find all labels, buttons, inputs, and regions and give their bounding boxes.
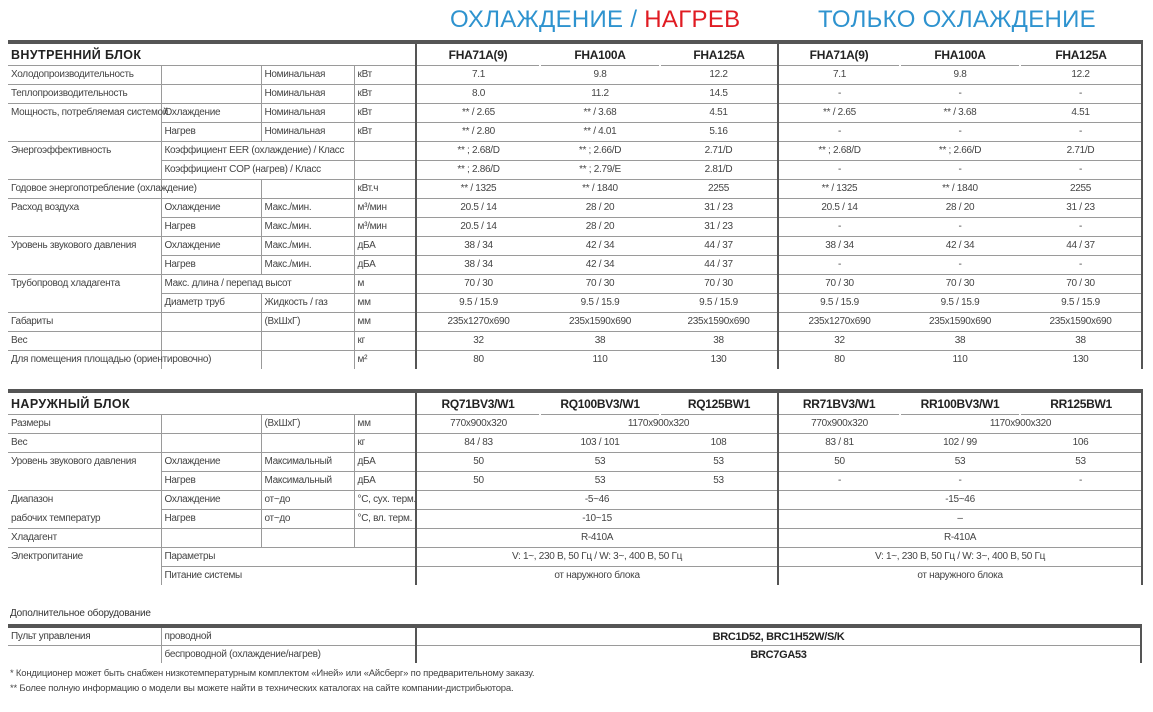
row-value: 9.5 / 15.9 bbox=[660, 294, 778, 313]
row-value: 235x1590x690 bbox=[540, 313, 660, 332]
row-unit bbox=[354, 142, 416, 161]
row-value: 1170x900x320 bbox=[540, 415, 778, 434]
row-label bbox=[8, 256, 161, 275]
outdoor-title: НАРУЖНЫЙ БЛОК bbox=[8, 391, 416, 415]
row-value: 42 / 34 bbox=[540, 256, 660, 275]
row-value: 53 bbox=[660, 472, 778, 491]
row-unit: дБА bbox=[354, 472, 416, 491]
row-unit: кг bbox=[354, 332, 416, 351]
row-value: 2255 bbox=[660, 180, 778, 199]
outdoor-header-row bbox=[8, 391, 1142, 415]
row-cond: (ВхШхГ) bbox=[261, 313, 354, 332]
row-value: 102 / 99 bbox=[900, 434, 1020, 453]
row-value: 9.5 / 15.9 bbox=[778, 294, 900, 313]
indoor-row bbox=[8, 256, 1142, 275]
row-value: V: 1~, 230 В, 50 Гц / W: 3~, 400 В, 50 Гц bbox=[416, 548, 778, 567]
row-value: 70 / 30 bbox=[900, 275, 1020, 294]
row-sub: Коэффициент EER (охлаждение) / Класс bbox=[161, 142, 354, 161]
row-cond: Макс./мин. bbox=[261, 218, 354, 237]
row-cond-empty bbox=[261, 529, 354, 548]
indoor-header-row bbox=[8, 42, 1142, 66]
indoor-row bbox=[8, 237, 1142, 256]
row-value: - bbox=[778, 472, 900, 491]
cool-only-heading: ТОЛЬКО ОХЛАЖДЕНИЕ bbox=[818, 6, 1096, 33]
row-value: 53 bbox=[900, 453, 1020, 472]
row-value: 80 bbox=[416, 351, 540, 370]
row-value: 44 / 37 bbox=[660, 256, 778, 275]
row-value: - bbox=[778, 256, 900, 275]
row-label: Хладагент bbox=[8, 529, 161, 548]
row-value: 770x900x320 bbox=[778, 415, 900, 434]
outdoor-row-weight bbox=[8, 434, 1142, 453]
row-label: Вес bbox=[8, 434, 161, 453]
row-value: 28 / 20 bbox=[540, 218, 660, 237]
row-cond: Номинальная bbox=[261, 66, 354, 85]
footnote-2: ** Более полную информацию о модели вы можете найти в технических каталогах на сайте компании-дистрибьютора. bbox=[10, 683, 514, 694]
row-value: 44 / 37 bbox=[660, 237, 778, 256]
row-sub-empty bbox=[161, 529, 261, 548]
row-label: Теплопроизводительность bbox=[8, 85, 161, 104]
outdoor-model-2: RQ100BV3/W1 bbox=[540, 391, 660, 415]
row-value: 42 / 34 bbox=[540, 237, 660, 256]
outdoor-model-3: RQ125BW1 bbox=[660, 391, 778, 415]
row-sub: Параметры bbox=[161, 548, 416, 567]
row-unit: °С, вл. терм. bbox=[354, 510, 416, 529]
row-value: - bbox=[1020, 218, 1142, 237]
row-cond: Номинальная bbox=[261, 123, 354, 142]
cool-heading-part: ОХЛАЖДЕНИЕ / bbox=[450, 6, 645, 33]
row-label: Диапазон bbox=[8, 491, 161, 510]
row-cond: (ВхШхГ) bbox=[261, 415, 354, 434]
row-value: 12.2 bbox=[1020, 66, 1142, 85]
row-unit: дБА bbox=[354, 256, 416, 275]
indoor-row bbox=[8, 332, 1142, 351]
row-unit bbox=[354, 161, 416, 180]
row-label: Энергоэффективность bbox=[8, 142, 161, 161]
row-value: - bbox=[900, 218, 1020, 237]
row-value: 2.71/D bbox=[1020, 142, 1142, 161]
row-sub: Нагрев bbox=[161, 256, 261, 275]
row-value: 20.5 / 14 bbox=[778, 199, 900, 218]
row-label bbox=[8, 472, 161, 491]
row-value: - bbox=[778, 218, 900, 237]
outdoor-row-sound bbox=[8, 453, 1142, 472]
indoor-model-4: FHA71A(9) bbox=[778, 42, 900, 66]
row-sub: Нагрев bbox=[161, 510, 261, 529]
row-value: 12.2 bbox=[660, 66, 778, 85]
row-sub-empty bbox=[161, 415, 261, 434]
row-value: 53 bbox=[540, 453, 660, 472]
indoor-row bbox=[8, 218, 1142, 237]
row-unit: м² bbox=[354, 351, 416, 370]
remote-wireless-code: BRC7GA53 bbox=[416, 646, 1141, 664]
row-value: 70 / 30 bbox=[778, 275, 900, 294]
row-value: ** / 2.65 bbox=[416, 104, 540, 123]
row-cond-empty bbox=[261, 351, 354, 370]
heat-heading-part: НАГРЕВ bbox=[644, 6, 741, 33]
row-sub: Коэффициент COP (нагрев) / Класс bbox=[161, 161, 354, 180]
row-label: Уровень звукового давления bbox=[8, 237, 161, 256]
remote-label: Пульт управления bbox=[8, 626, 161, 646]
row-label: Мощность, потребляемая системой bbox=[8, 104, 161, 123]
row-value: 50 bbox=[778, 453, 900, 472]
row-value: 9.8 bbox=[540, 66, 660, 85]
outdoor-row-sizes bbox=[8, 415, 1142, 434]
row-value: 108 bbox=[660, 434, 778, 453]
row-value: ** ; 2.68/D bbox=[778, 142, 900, 161]
indoor-title: ВНУТРЕННИЙ БЛОК bbox=[8, 42, 416, 66]
row-value: 235x1270x690 bbox=[778, 313, 900, 332]
indoor-row bbox=[8, 180, 1142, 199]
row-value: 84 / 83 bbox=[416, 434, 540, 453]
row-value: ** / 2.65 bbox=[778, 104, 900, 123]
row-value: ** ; 2.79/E bbox=[540, 161, 660, 180]
row-sub: Охлаждение bbox=[161, 453, 261, 472]
row-value: 9.8 bbox=[900, 66, 1020, 85]
row-unit: м³/мин bbox=[354, 218, 416, 237]
row-value: ** / 1325 bbox=[416, 180, 540, 199]
indoor-row bbox=[8, 199, 1142, 218]
row-value: 770x900x320 bbox=[416, 415, 540, 434]
row-value: 38 bbox=[660, 332, 778, 351]
row-sub-empty bbox=[161, 434, 261, 453]
row-value: 1170x900x320 bbox=[900, 415, 1142, 434]
row-value: – bbox=[778, 510, 1142, 529]
row-value: 32 bbox=[416, 332, 540, 351]
row-label: Трубопровод хладагента bbox=[8, 275, 161, 294]
row-unit: кВт.ч bbox=[354, 180, 416, 199]
row-label: Вес bbox=[8, 332, 161, 351]
outdoor-model-4: RR71BV3/W1 bbox=[778, 391, 900, 415]
indoor-model-6: FHA125A bbox=[1020, 42, 1142, 66]
row-label: Электропитание bbox=[8, 548, 161, 567]
row-value: ** ; 2.68/D bbox=[416, 142, 540, 161]
row-label: Размеры bbox=[8, 415, 161, 434]
row-value: - bbox=[900, 256, 1020, 275]
outdoor-row-range bbox=[8, 491, 1142, 510]
row-value: 80 bbox=[778, 351, 900, 370]
row-value: 44 / 37 bbox=[1020, 237, 1142, 256]
row-value: 42 / 34 bbox=[900, 237, 1020, 256]
row-sub: Нагрев bbox=[161, 472, 261, 491]
row-unit: м bbox=[354, 275, 416, 294]
indoor-row bbox=[8, 85, 1142, 104]
row-label: Уровень звукового давления bbox=[8, 453, 161, 472]
outdoor-model-6: RR125BW1 bbox=[1020, 391, 1142, 415]
row-value: 235x1270x690 bbox=[416, 313, 540, 332]
row-value: 7.1 bbox=[416, 66, 540, 85]
indoor-row bbox=[8, 275, 1142, 294]
row-sub-empty bbox=[161, 313, 261, 332]
row-cond: от~до bbox=[261, 491, 354, 510]
row-value: 38 / 34 bbox=[416, 237, 540, 256]
row-value: 53 bbox=[660, 453, 778, 472]
row-cond: Жидкость / газ bbox=[261, 294, 354, 313]
row-value: 130 bbox=[660, 351, 778, 370]
row-value: 38 / 34 bbox=[416, 256, 540, 275]
row-value: 14.5 bbox=[660, 85, 778, 104]
row-value: 38 bbox=[540, 332, 660, 351]
row-value: ** ; 2.86/D bbox=[416, 161, 540, 180]
row-value: 235x1590x690 bbox=[1020, 313, 1142, 332]
footnote-1: * Кондиционер может быть снабжен низкотемпературным комплектом «Иней» или «Айсберг» по предварительному заказу. bbox=[10, 668, 535, 679]
outdoor-row-refrigerant bbox=[8, 529, 1142, 548]
row-value: - bbox=[1020, 123, 1142, 142]
row-value: 50 bbox=[416, 472, 540, 491]
row-value: 235x1590x690 bbox=[900, 313, 1020, 332]
outdoor-model-5: RR100BV3/W1 bbox=[900, 391, 1020, 415]
row-value: - bbox=[778, 123, 900, 142]
indoor-unit-table bbox=[8, 40, 1143, 369]
indoor-model-3: FHA125A bbox=[660, 42, 778, 66]
outdoor-row-power bbox=[8, 548, 1142, 567]
row-value: 70 / 30 bbox=[416, 275, 540, 294]
row-cond: Макс./мин. bbox=[261, 237, 354, 256]
indoor-model-5: FHA100A bbox=[900, 42, 1020, 66]
row-value: 110 bbox=[540, 351, 660, 370]
row-value: ** / 1840 bbox=[900, 180, 1020, 199]
row-sub: Диаметр труб bbox=[161, 294, 261, 313]
row-value: 28 / 20 bbox=[900, 199, 1020, 218]
row-cond: Максимальный bbox=[261, 472, 354, 491]
row-value: ** / 1325 bbox=[778, 180, 900, 199]
outdoor-row-power bbox=[8, 567, 1142, 586]
row-value: 5.16 bbox=[660, 123, 778, 142]
row-sub: Охлаждение bbox=[161, 237, 261, 256]
row-value: R-410A bbox=[416, 529, 778, 548]
row-value: 38 bbox=[900, 332, 1020, 351]
row-label: рабочих температур bbox=[11, 512, 101, 524]
row-sub: Охлаждение bbox=[161, 199, 261, 218]
row-value: ** / 1840 bbox=[540, 180, 660, 199]
indoor-row bbox=[8, 313, 1142, 332]
row-value: 2.71/D bbox=[660, 142, 778, 161]
row-label bbox=[8, 161, 161, 180]
row-value: - bbox=[900, 85, 1020, 104]
row-unit: мм bbox=[354, 313, 416, 332]
row-unit: кВт bbox=[354, 85, 416, 104]
row-value: -10~15 bbox=[416, 510, 778, 529]
row-value: 110 bbox=[900, 351, 1020, 370]
row-value: 4.51 bbox=[660, 104, 778, 123]
row-label bbox=[8, 294, 161, 313]
row-label: Габариты bbox=[8, 313, 161, 332]
row-value: 38 bbox=[1020, 332, 1142, 351]
outdoor-model-1: RQ71BV3/W1 bbox=[416, 391, 540, 415]
remote-wired-label: проводной bbox=[161, 626, 416, 646]
row-sub: Охлаждение bbox=[161, 104, 261, 123]
row-value: 38 / 34 bbox=[778, 237, 900, 256]
row-value: 32 bbox=[778, 332, 900, 351]
row-value: R-410A bbox=[778, 529, 1142, 548]
row-unit: м³/мин bbox=[354, 199, 416, 218]
indoor-model-2: FHA100A bbox=[540, 42, 660, 66]
outdoor-row-range bbox=[8, 510, 1142, 529]
indoor-row bbox=[8, 161, 1142, 180]
row-value: 9.5 / 15.9 bbox=[540, 294, 660, 313]
row-cond: от~до bbox=[261, 510, 354, 529]
row-value: 235x1590x690 bbox=[660, 313, 778, 332]
row-label: Для помещения площадью (ориентировочно) bbox=[8, 351, 161, 370]
row-value: ** / 3.68 bbox=[900, 104, 1020, 123]
row-sub: Нагрев bbox=[161, 123, 261, 142]
row-value: - bbox=[778, 161, 900, 180]
row-value: 8.0 bbox=[416, 85, 540, 104]
indoor-row bbox=[8, 294, 1142, 313]
row-value: 31 / 23 bbox=[1020, 199, 1142, 218]
row-sub: Нагрев bbox=[161, 218, 261, 237]
row-value: 20.5 / 14 bbox=[416, 218, 540, 237]
indoor-row bbox=[8, 142, 1142, 161]
remote-label-cont bbox=[8, 646, 161, 664]
row-value: - bbox=[900, 472, 1020, 491]
row-value: 31 / 23 bbox=[660, 199, 778, 218]
row-value: 2.81/D bbox=[660, 161, 778, 180]
row-value: 106 bbox=[1020, 434, 1142, 453]
row-unit: кг bbox=[354, 434, 416, 453]
row-value: ** / 2.80 bbox=[416, 123, 540, 142]
row-unit: дБА bbox=[354, 237, 416, 256]
row-cond: Номинальная bbox=[261, 104, 354, 123]
row-cond: Номинальная bbox=[261, 85, 354, 104]
row-cond-empty bbox=[261, 180, 354, 199]
row-cond: Макс./мин. bbox=[261, 199, 354, 218]
row-value: V: 1~, 230 В, 50 Гц / W: 3~, 400 В, 50 Гц bbox=[778, 548, 1142, 567]
row-value: - bbox=[900, 123, 1020, 142]
row-label: Годовое энергопотребление (охлаждение) bbox=[8, 180, 161, 199]
outdoor-unit-table bbox=[8, 389, 1143, 585]
row-value: 70 / 30 bbox=[540, 275, 660, 294]
extra-equipment-title: Дополнительное оборудование bbox=[10, 608, 151, 619]
row-label bbox=[8, 567, 161, 586]
row-unit: кВт bbox=[354, 66, 416, 85]
indoor-row bbox=[8, 66, 1142, 85]
row-unit-empty bbox=[354, 529, 416, 548]
row-unit: дБА bbox=[354, 453, 416, 472]
row-unit: кВт bbox=[354, 123, 416, 142]
row-cond-empty bbox=[261, 434, 354, 453]
row-value: - bbox=[1020, 161, 1142, 180]
row-label bbox=[8, 123, 161, 142]
row-unit: мм bbox=[354, 294, 416, 313]
indoor-model-1: FHA71A(9) bbox=[416, 42, 540, 66]
row-label: Холодопроизводительность bbox=[8, 66, 161, 85]
row-value: ** / 3.68 bbox=[540, 104, 660, 123]
row-value: 7.1 bbox=[778, 66, 900, 85]
row-value: 70 / 30 bbox=[660, 275, 778, 294]
row-sub-empty bbox=[161, 66, 261, 85]
extra-equipment-table bbox=[8, 624, 1142, 663]
row-value: - bbox=[1020, 85, 1142, 104]
row-label: Расход воздуха bbox=[8, 199, 161, 218]
row-sub-empty bbox=[161, 332, 261, 351]
row-value: 28 / 20 bbox=[540, 199, 660, 218]
row-unit: °С, сух. терм. bbox=[354, 491, 416, 510]
row-cond: Максимальный bbox=[261, 453, 354, 472]
row-unit: мм bbox=[354, 415, 416, 434]
row-value: 4.51 bbox=[1020, 104, 1142, 123]
row-cond-empty bbox=[261, 332, 354, 351]
row-sub: Питание системы bbox=[161, 567, 416, 586]
row-value: - bbox=[1020, 472, 1142, 491]
remote-wired-code: BRC1D52, BRC1H52W/S/K bbox=[416, 626, 1141, 646]
remote-wireless-label: беспроводной (охлаждение/нагрев) bbox=[161, 646, 416, 664]
row-value: - bbox=[1020, 256, 1142, 275]
row-value: от наружного блока bbox=[778, 567, 1142, 586]
row-value: 103 / 101 bbox=[540, 434, 660, 453]
cool-heat-heading bbox=[450, 6, 740, 34]
outdoor-row-sound bbox=[8, 472, 1142, 491]
row-value: 11.2 bbox=[540, 85, 660, 104]
indoor-row bbox=[8, 123, 1142, 142]
row-value: 83 / 81 bbox=[778, 434, 900, 453]
row-value: 31 / 23 bbox=[660, 218, 778, 237]
row-value: 53 bbox=[1020, 453, 1142, 472]
row-unit: кВт bbox=[354, 104, 416, 123]
row-value: ** ; 2.66/D bbox=[900, 142, 1020, 161]
row-value: 20.5 / 14 bbox=[416, 199, 540, 218]
row-value: 50 bbox=[416, 453, 540, 472]
indoor-row bbox=[8, 351, 1142, 370]
row-value: ** ; 2.66/D bbox=[540, 142, 660, 161]
row-value: от наружного блока bbox=[416, 567, 778, 586]
row-value: 70 / 30 bbox=[1020, 275, 1142, 294]
row-value: -5~46 bbox=[416, 491, 778, 510]
row-label bbox=[8, 218, 161, 237]
row-sub: Макс. длина / перепад высот bbox=[161, 275, 354, 294]
row-sub: Охлаждение bbox=[161, 491, 261, 510]
row-value: 130 bbox=[1020, 351, 1142, 370]
indoor-row bbox=[8, 104, 1142, 123]
row-value: 53 bbox=[540, 472, 660, 491]
row-value: 9.5 / 15.9 bbox=[900, 294, 1020, 313]
row-value: 9.5 / 15.9 bbox=[1020, 294, 1142, 313]
row-value: -15~46 bbox=[778, 491, 1142, 510]
row-value: 2255 bbox=[1020, 180, 1142, 199]
row-value: 9.5 / 15.9 bbox=[416, 294, 540, 313]
row-sub-empty bbox=[161, 85, 261, 104]
row-value: - bbox=[778, 85, 900, 104]
row-cond: Макс./мин. bbox=[261, 256, 354, 275]
row-value: ** / 4.01 bbox=[540, 123, 660, 142]
row-value: - bbox=[900, 161, 1020, 180]
